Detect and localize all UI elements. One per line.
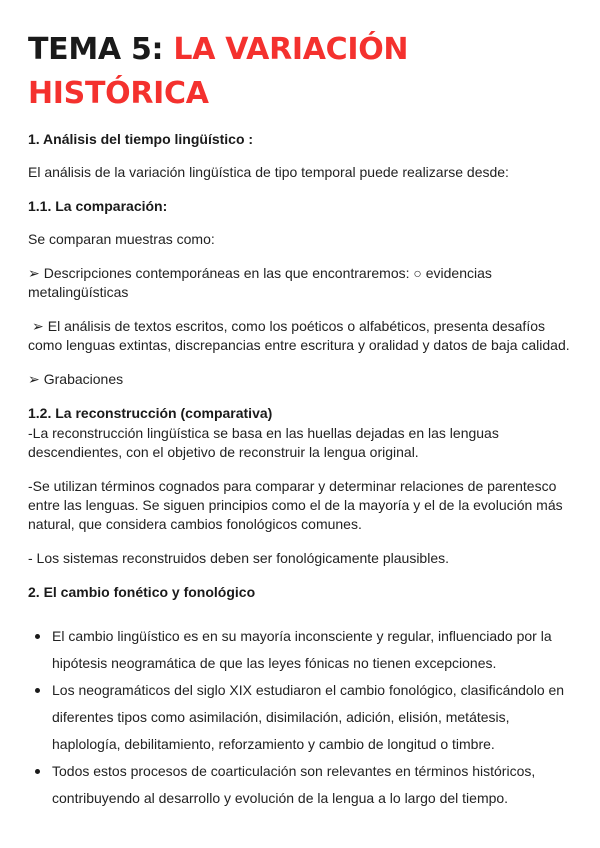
section-1-2-heading: 1.2. La reconstrucción (comparativa): [28, 405, 273, 421]
section-1-1-heading: 1.1. La comparación:: [28, 198, 168, 214]
bullet-icon: [35, 688, 40, 693]
arrow-item-2-text: El análisis de textos escritos, como los poéticos o alfabéticos, presenta desafíos como lenguas extintas, discrepancias entre escritura y oralidad y datos de baja calidad.: [28, 318, 570, 353]
section-1-1-intro: Se comparan muestras como:: [28, 231, 215, 247]
title-highlight-line1: LA VARIACIÓN: [173, 32, 409, 67]
section-1-2-paragraph-1: -La reconstrucción lingüística se basa en las huellas dejadas en las lenguas descendientes, con el objetivo de reconstruir la lengua original.: [28, 425, 499, 460]
arrow-item-2: [28, 317, 572, 355]
section-2-bullet-list: [28, 623, 572, 812]
arrow-item-3: [28, 370, 572, 389]
title-prefix: TEMA 5:: [28, 32, 174, 67]
list-item: [28, 677, 572, 758]
arrow-item-3-text: Grabaciones: [43, 371, 124, 387]
section-1-heading: 1. Análisis del tiempo lingüístico :: [28, 131, 254, 147]
section-1-intro: El análisis de la variación lingüística de tipo temporal puede realizarse desde:: [28, 164, 509, 180]
arrow-icon: ➢: [32, 318, 44, 334]
page-title: [28, 28, 572, 116]
list-item-text: Los neogramáticos del siglo XIX estudiaron el cambio fonológico, clasificándolo en diferentes tipos como asimilación, disimilación, adición, elisión, metátesis, haplología, debilitamiento, reforzamiento y cambio de longitud o timbre.: [52, 682, 565, 752]
arrow-icon: ➢: [28, 371, 40, 387]
list-item: [28, 623, 572, 677]
section-1-2-paragraph-3: - Los sistemas reconstruidos deben ser fonológicamente plausibles.: [28, 550, 450, 566]
arrow-item-1-text: Descripciones contemporáneas en las que encontraremos: ○ evidencias metalingüísticas: [28, 265, 492, 300]
list-item: [28, 758, 572, 812]
arrow-item-1: [28, 264, 572, 302]
list-item-text: Todos estos procesos de coarticulación son relevantes en términos históricos, contribuyendo al desarrollo y evolución de la lengua a lo largo del tiempo.: [52, 763, 536, 806]
section-1-2-paragraph-2: -Se utilizan términos cognados para comparar y determinar relaciones de parentesco entre las lenguas. Se siguen principios como el de la mayoría y el de la evolución más natural, que considera cambios fonológicos comunes.: [28, 478, 563, 532]
bullet-icon: [35, 634, 40, 639]
section-2-heading: 2. El cambio fonético y fonológico: [28, 584, 256, 600]
bullet-icon: [35, 769, 40, 774]
list-item-text: El cambio lingüístico es en su mayoría inconsciente y regular, influenciado por la hipótesis neogramática de que las leyes fónicas no tienen excepciones.: [52, 628, 552, 671]
arrow-icon: ➢: [28, 265, 40, 281]
title-highlight-line2: HISTÓRICA: [28, 76, 209, 111]
